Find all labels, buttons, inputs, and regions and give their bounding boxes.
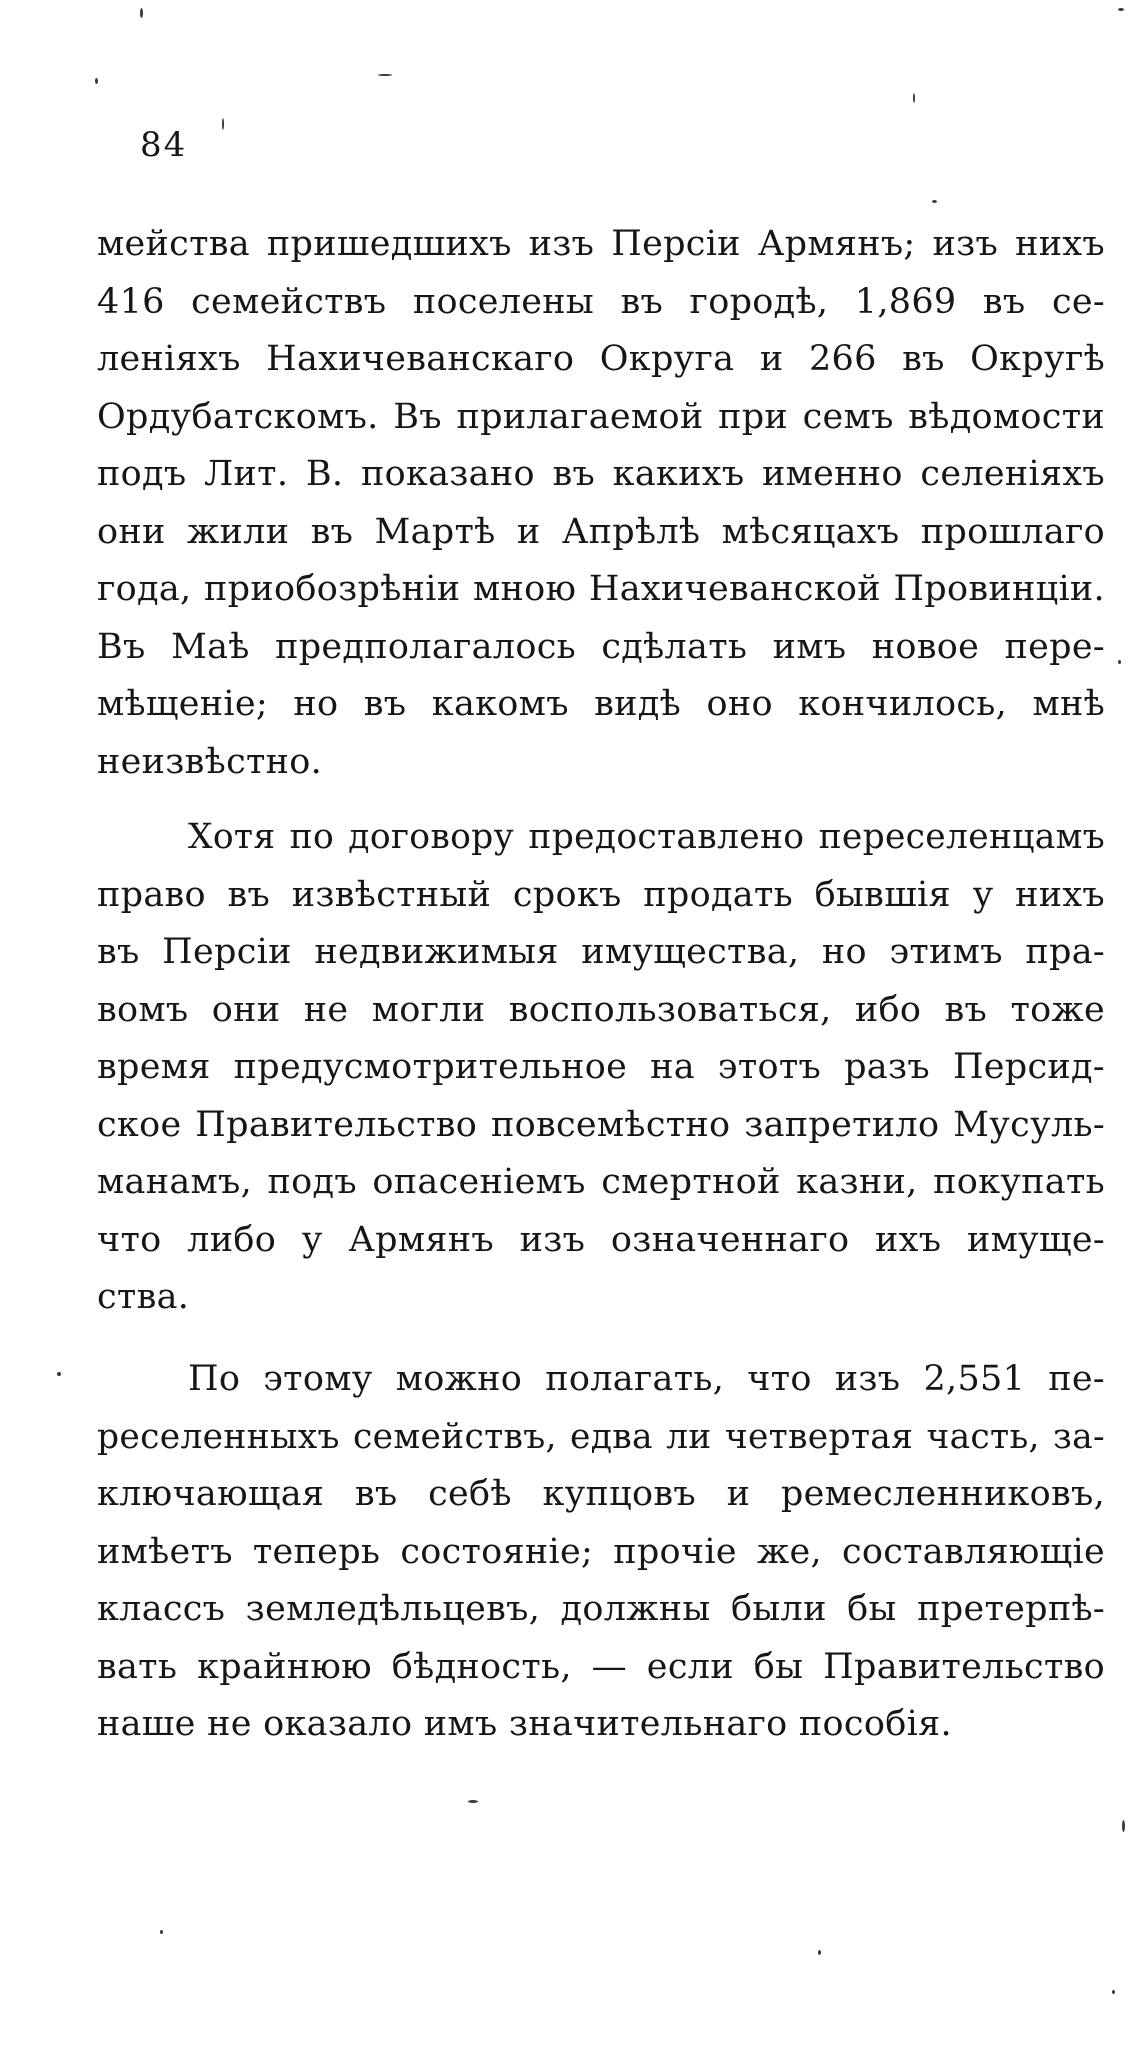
scan-speck	[818, 1950, 821, 1955]
scan-speck	[140, 8, 143, 18]
scan-speck	[160, 1930, 163, 1934]
text-line: мейства пришедшихъ изъ Персіи Армянъ; изъ нихъ	[97, 224, 1105, 264]
scan-speck	[468, 1800, 478, 1803]
text-line: По этому можно полагать, что изъ 2,551 пе-	[188, 1359, 1105, 1399]
text-line: время предусмотрительное на этотъ разъ Персид-	[97, 1047, 1105, 1087]
page-number: 84	[140, 125, 188, 165]
scan-speck	[1122, 1820, 1125, 1832]
text-line: мѣщеніе; но въ какомъ видѣ оно кончилось, мнѣ	[97, 684, 1105, 724]
text-line: они жили въ Мартѣ и Апрѣлѣ мѣсяцахъ прошлаго	[97, 512, 1105, 552]
scan-speck	[1118, 8, 1124, 11]
scan-speck	[222, 118, 224, 130]
text-line: Хотя по договору предоставлено переселенцамъ	[188, 817, 1105, 857]
text-line: классъ земледѣльцевъ, должны были бы претерпѣ-	[97, 1589, 1105, 1629]
text-line: Въ Маѣ предполагалось сдѣлать имъ новое пере-	[97, 627, 1105, 667]
scan-speck	[1112, 1990, 1115, 1994]
text-line: право въ извѣстный срокъ продать бывшія у нихъ	[97, 875, 1105, 915]
scan-speck	[57, 1372, 61, 1376]
text-line: леніяхъ Нахичеванскаго Округа и 266 въ Округѣ	[97, 339, 1105, 379]
text-line: въ Персіи недвижимыя имущества, но этимъ пра-	[97, 932, 1105, 972]
text-line: вомъ они не могли воспользоваться, ибо въ тоже	[97, 990, 1105, 1030]
text-line: имѣетъ теперь состояніе; прочіе же, составляющіе	[97, 1532, 1105, 1572]
text-line: 416 семействъ поселены въ городѣ, 1,869 въ се-	[97, 282, 1105, 322]
scan-speck	[913, 93, 915, 103]
text-line: неизвѣстно.	[97, 742, 323, 782]
text-line: наше не оказало имъ значительнаго пособія.	[97, 1704, 952, 1744]
scan-speck	[1118, 660, 1121, 664]
scan-speck	[95, 78, 98, 84]
text-line: что либо у Армянъ изъ означеннаго ихъ имуще-	[97, 1220, 1105, 1260]
text-line: ключающая въ себѣ купцовъ и ремесленниковъ,	[97, 1474, 1105, 1514]
text-line: года, приобозрѣніи мною Нахичеванской Провинціи.	[97, 569, 1105, 609]
text-line: вать крайнюю бѣдность, — если бы Правительство	[97, 1647, 1105, 1687]
text-line: ства.	[97, 1277, 190, 1317]
text-line: Ордубатскомъ. Въ прилагаемой при семъ вѣдомости	[97, 397, 1105, 437]
text-line: подъ Лит. В. показано въ какихъ именно селеніяхъ	[97, 454, 1105, 494]
scan-speck	[932, 200, 937, 203]
text-line: ское Правительство повсемѣстно запретило Мусуль-	[97, 1105, 1105, 1145]
text-line: манамъ, подъ опасеніемъ смертной казни, покупать	[97, 1162, 1105, 1202]
text-line: реселенныхъ семействъ, едва ли четвертая часть, за-	[97, 1417, 1105, 1457]
scan-speck	[378, 74, 392, 76]
